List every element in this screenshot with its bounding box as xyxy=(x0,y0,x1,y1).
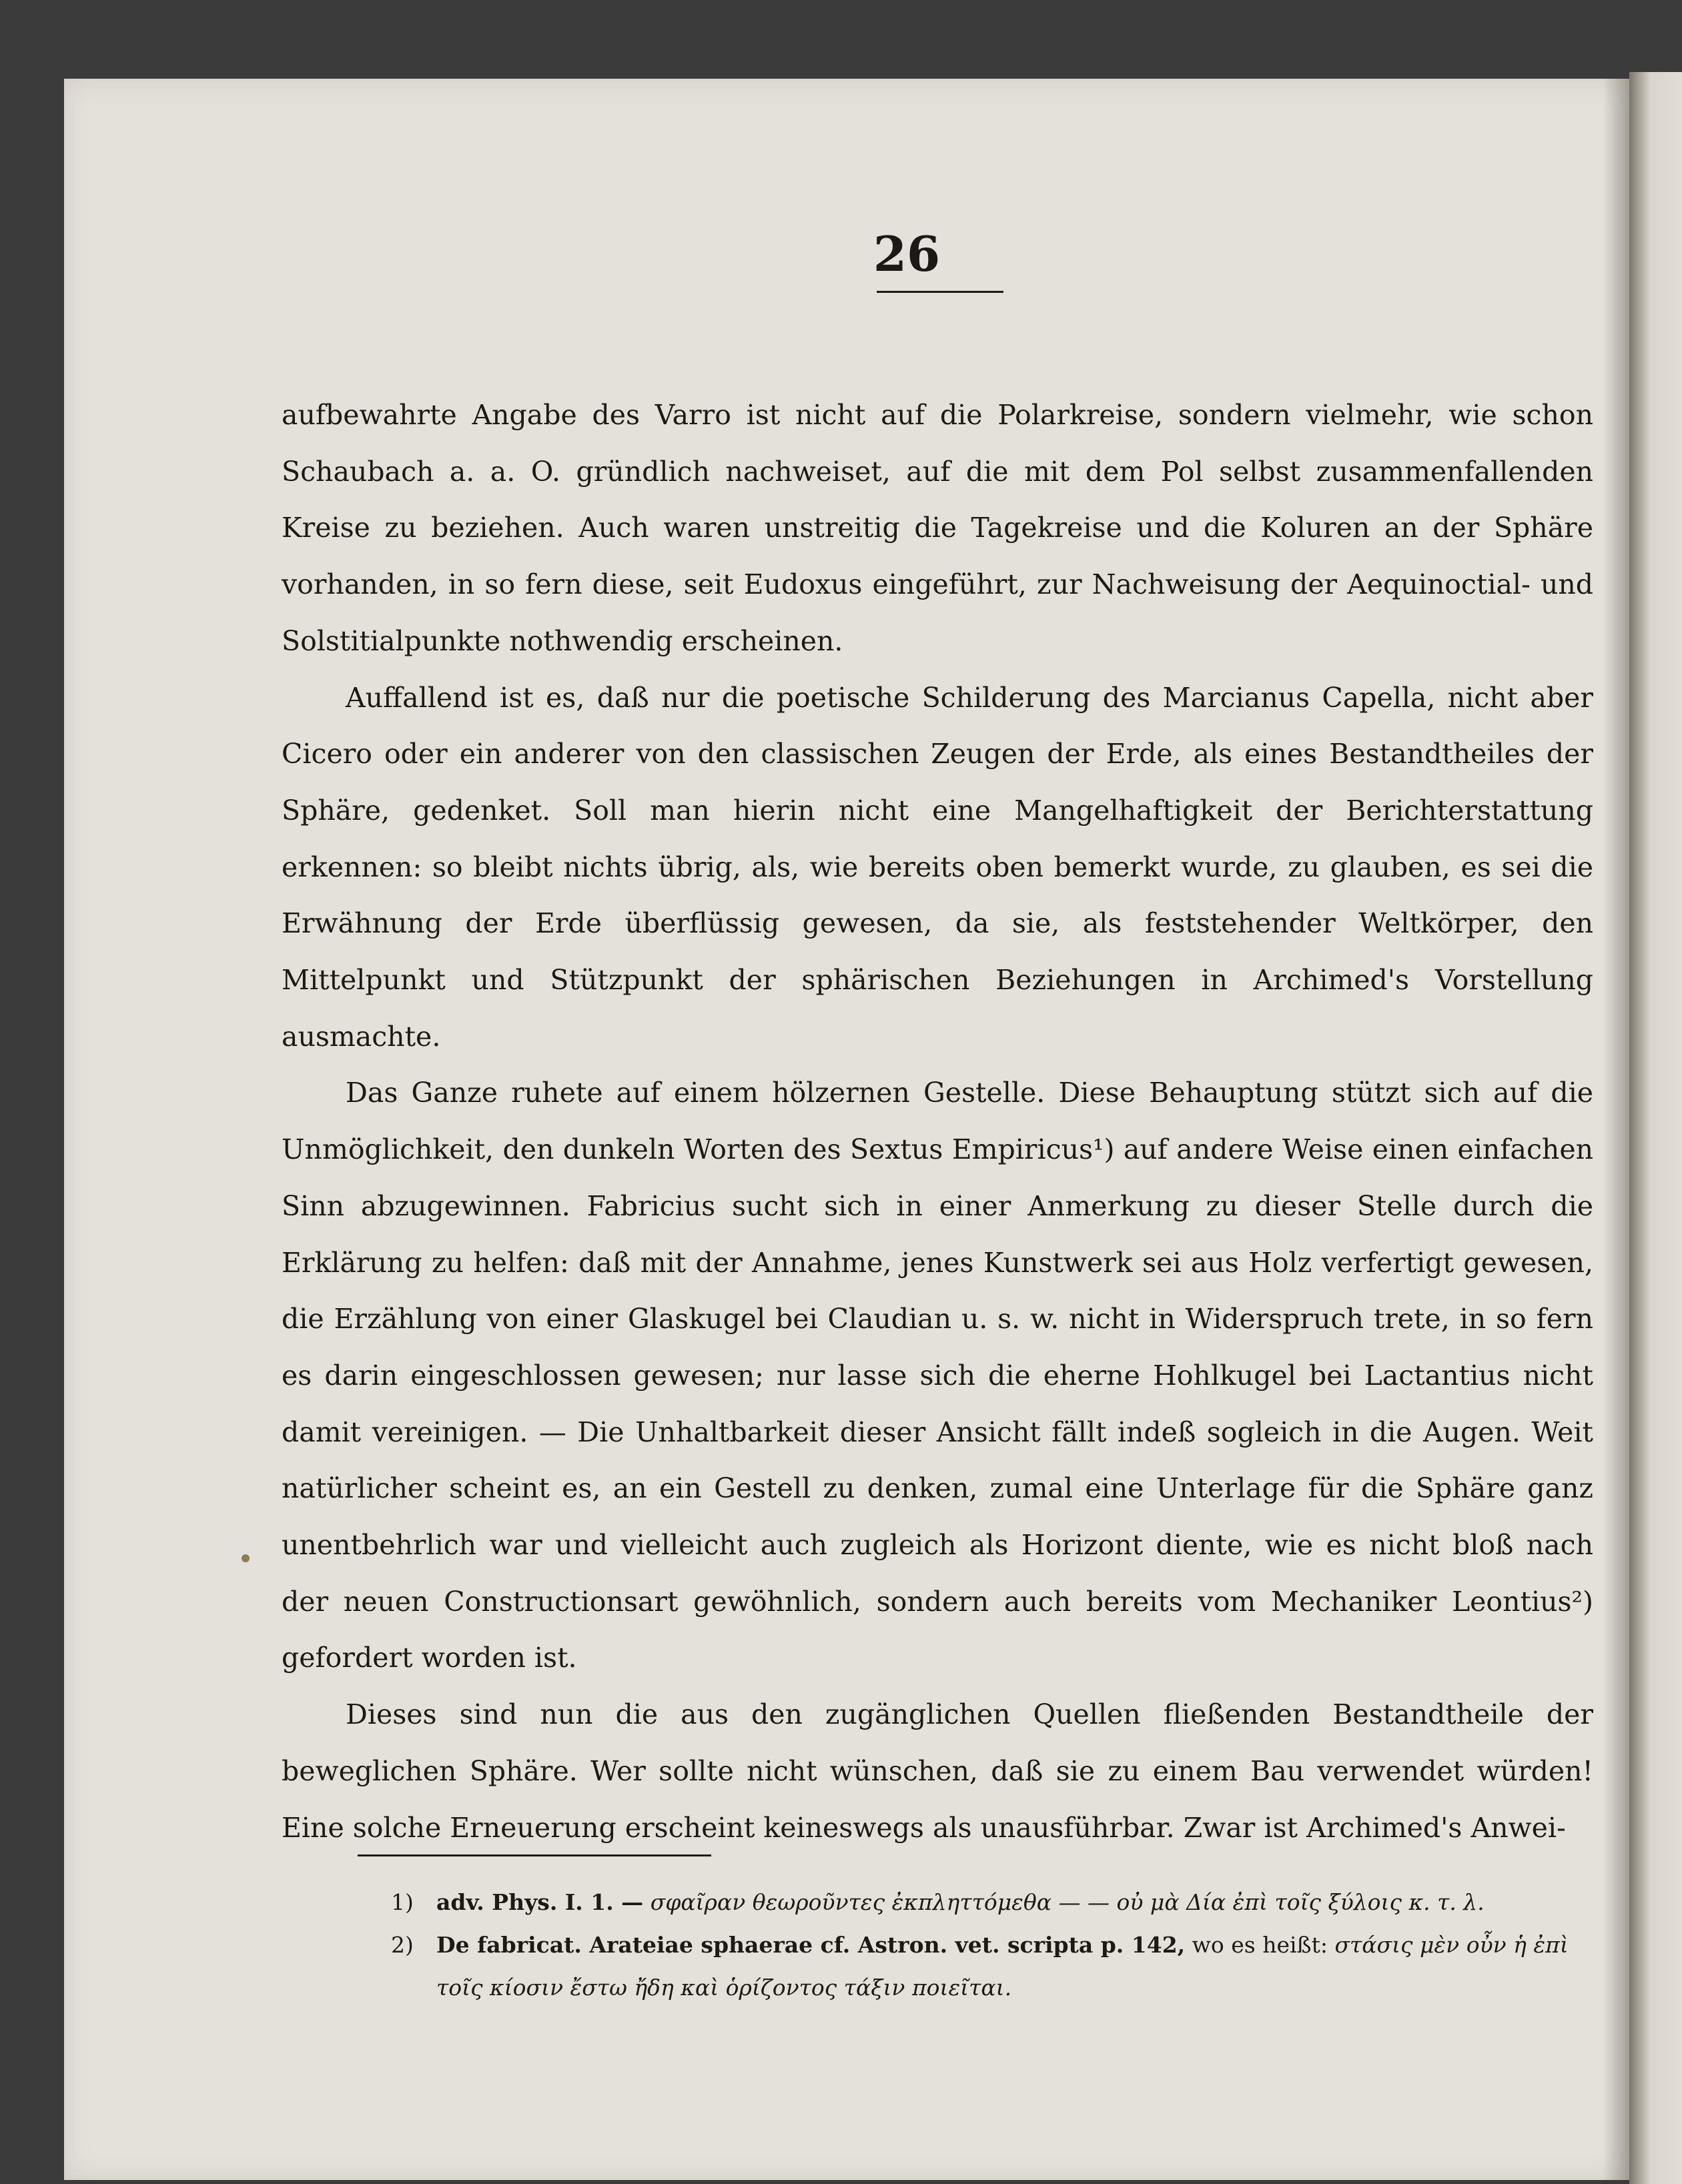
book-page xyxy=(64,79,1629,2180)
footnotes xyxy=(391,1881,1595,2009)
adjacent-page-edge xyxy=(1629,72,1682,2184)
gutter-shadow xyxy=(1603,79,1629,2180)
footnote-rule xyxy=(358,1854,711,1856)
footnote-number: 2) xyxy=(391,1932,414,1958)
footnote-reference: De fabricat. Arateiae sphaerae cf. Astron. vet. scripta p. 142, xyxy=(436,1932,1186,1958)
footnote-greek-quote: στάσις μὲν οὖν ἡ ἐπὶ τοῖς κίοσιν ἔστω ἤδη καὶ ὁρίζοντος τάξιν ποιεῖται. xyxy=(436,1932,1569,2001)
footnote-1 xyxy=(391,1881,1595,1924)
footnote-number: 1) xyxy=(391,1889,414,1915)
footnote-2 xyxy=(391,1924,1595,2009)
paragraph-1: aufbewahrte Angabe des Varro ist nicht auf die Polarkreise, sondern vielmehr, wie schon Schaubach a. a. O. gründlich nachweiset, auf die mit dem Pol selbst zusammenfallenden Kreise zu beziehen. Auch waren unstreitig die Tagekreise und die Koluren an der Sphäre vorhanden, in so fern diese, seit Eudoxus eingeführt, zur Nachweisung der Aequinoctial- und Solstitialpunkte nothwendig erscheinen. xyxy=(282,399,1593,657)
footnote-connector: wo es heißt: xyxy=(1192,1932,1328,1958)
body-text xyxy=(282,387,1593,1856)
paragraph-3: Das Ganze ruhete auf einem hölzernen Gestelle. Diese Behauptung stützt sich auf die Unmöglichkeit, den dunkeln Worten des Sextus Empiricus¹) auf andere Weise einen einfachen Sinn abzugewinnen. Fabricius sucht sich in einer Anmerkung zu dieser Stelle durch die Erklärung zu helfen: daß mit der Annahme, jenes Kunstwerk sei aus Holz verfertigt gewesen, die Erzählung von einer Glaskugel bei Claudian u. s. w. nicht in Widerspruch trete, in so fern es darin eingeschlossen gewesen; nur lasse sich die eherne Hohlkugel bei Lactantius nicht damit vereinigen. — Die Unhaltbarkeit dieser Ansicht fällt indeß sogleich in die Augen. Weit natürlicher scheint es, an ein Gestell zu denken, zumal eine Unterlage für die Sphäre ganz unentbehrlich war und vielleicht auch zugleich als Horizont diente, wie es nicht bloß nach der neuen Constructionsart gewöhnlich, sondern auch bereits vom Mechaniker Leontius²) gefordert worden ist. xyxy=(282,1077,1593,1674)
page-number-rule xyxy=(877,291,1003,293)
footnote-reference: adv. Phys. I. 1. — xyxy=(436,1889,644,1915)
paragraph-4: Dieses sind nun die aus den zugänglichen Quellen fließenden Bestandtheile der beweglichen Sphäre. Wer sollte nicht wünschen, daß sie zu einem Bau verwendet würden! Eine solche Erneuerung erscheint keineswegs als unausführbar. Zwar ist Archimed's Anwei- xyxy=(282,1698,1593,1844)
footnote-greek-quote: σφαῖραν θεωροῦντες ἐκπληττόμεθα — — οὐ μὰ Δία ἐπὶ τοῖς ξύλοις κ. τ. λ. xyxy=(650,1889,1485,1915)
margin-mark xyxy=(242,1554,250,1562)
page-number: 26 xyxy=(873,225,941,282)
paragraph-2: Auffallend ist es, daß nur die poetische Schilderung des Marcianus Capella, nicht aber Cicero oder ein anderer von den classischen Zeugen der Erde, als eines Bestandtheiles der Sphäre, gedenket. Soll man hierin nicht eine Mangelhaftigkeit der Berichterstattung erkennen: so bleibt nichts übrig, als, wie bereits oben bemerkt wurde, zu glauben, es sei die Erwähnung der Erde überflüssig gewesen, da sie, als feststehender Weltkörper, den Mittelpunkt und Stützpunkt der sphärischen Beziehungen in Archimed's Vorstellung ausmachte. xyxy=(282,681,1593,1053)
